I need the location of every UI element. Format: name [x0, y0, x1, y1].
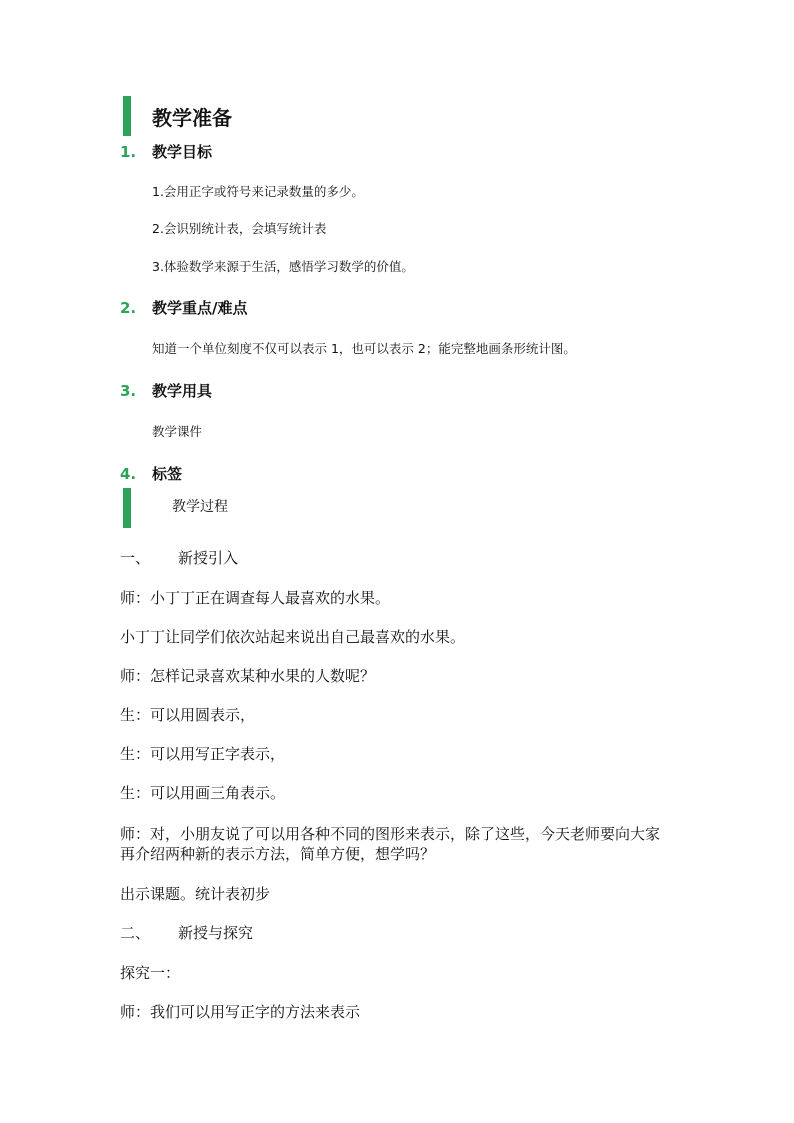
paragraph-10: 师：我们可以用写正字的方法来表示 [120, 1003, 361, 1021]
item-heading-objectives: 教学目标 [152, 143, 213, 161]
item-number-2: 2. [120, 299, 137, 317]
objective-line-1: 1.会用正字或符号来记录数量的多少。 [152, 184, 364, 199]
part-1-heading [120, 548, 680, 568]
paragraph-6: 生：可以用画三角表示。 [120, 784, 286, 802]
paragraph-3: 师：怎样记录喜欢某种水果的人数呢？ [120, 667, 376, 685]
objective-line-3: 3.体验数学来源于生活，感悟学习数学的价值。 [152, 259, 414, 274]
item-number-1: 1. [120, 143, 137, 161]
item-number-3: 3. [120, 382, 137, 400]
section-marker-bar-2 [123, 488, 131, 528]
section-title-preparation: 教学准备 [152, 106, 232, 130]
section-marker-bar [123, 96, 131, 136]
paragraph-5: 生：可以用写正字表示， [120, 745, 286, 763]
part-1-title: 新授引入 [178, 549, 239, 567]
part-2-heading [120, 923, 680, 943]
part-2-number: 二、 [120, 924, 151, 942]
item-number-4: 4. [120, 465, 137, 483]
part-1-number: 一、 [120, 549, 151, 567]
item-heading-tags: 标签 [152, 465, 183, 483]
paragraph-7: 师：对，小朋友说了可以用各种不同的图形来表示，除了这些，今天老师要向大家再介绍两种新的表示方法，简单方便，想学吗？ [120, 825, 661, 863]
paragraph-1: 师：小丁丁正在调查每人最喜欢的水果。 [120, 589, 391, 607]
section-title-process: 教学过程 [172, 499, 228, 515]
paragraph-8: 出示课题。统计表初步 [120, 885, 271, 903]
item-heading-key-points: 教学重点/难点 [152, 299, 248, 317]
key-points-line: 知道一个单位刻度不仅可以表示 1，也可以表示 2；能完整地画条形统计图。 [152, 341, 576, 356]
paragraph-4: 生：可以用圆表示， [120, 706, 256, 724]
part-2-title: 新授与探究 [178, 924, 254, 942]
objective-line-2: 2.会识别统计表，会填写统计表 [152, 221, 327, 236]
item-heading-teaching-aids: 教学用具 [152, 382, 213, 400]
paragraph-2: 小丁丁让同学们依次站起来说出自己最喜欢的水果。 [120, 628, 466, 646]
paragraph-9: 探究一： [120, 964, 181, 982]
teaching-aids-line: 教学课件 [152, 424, 203, 439]
